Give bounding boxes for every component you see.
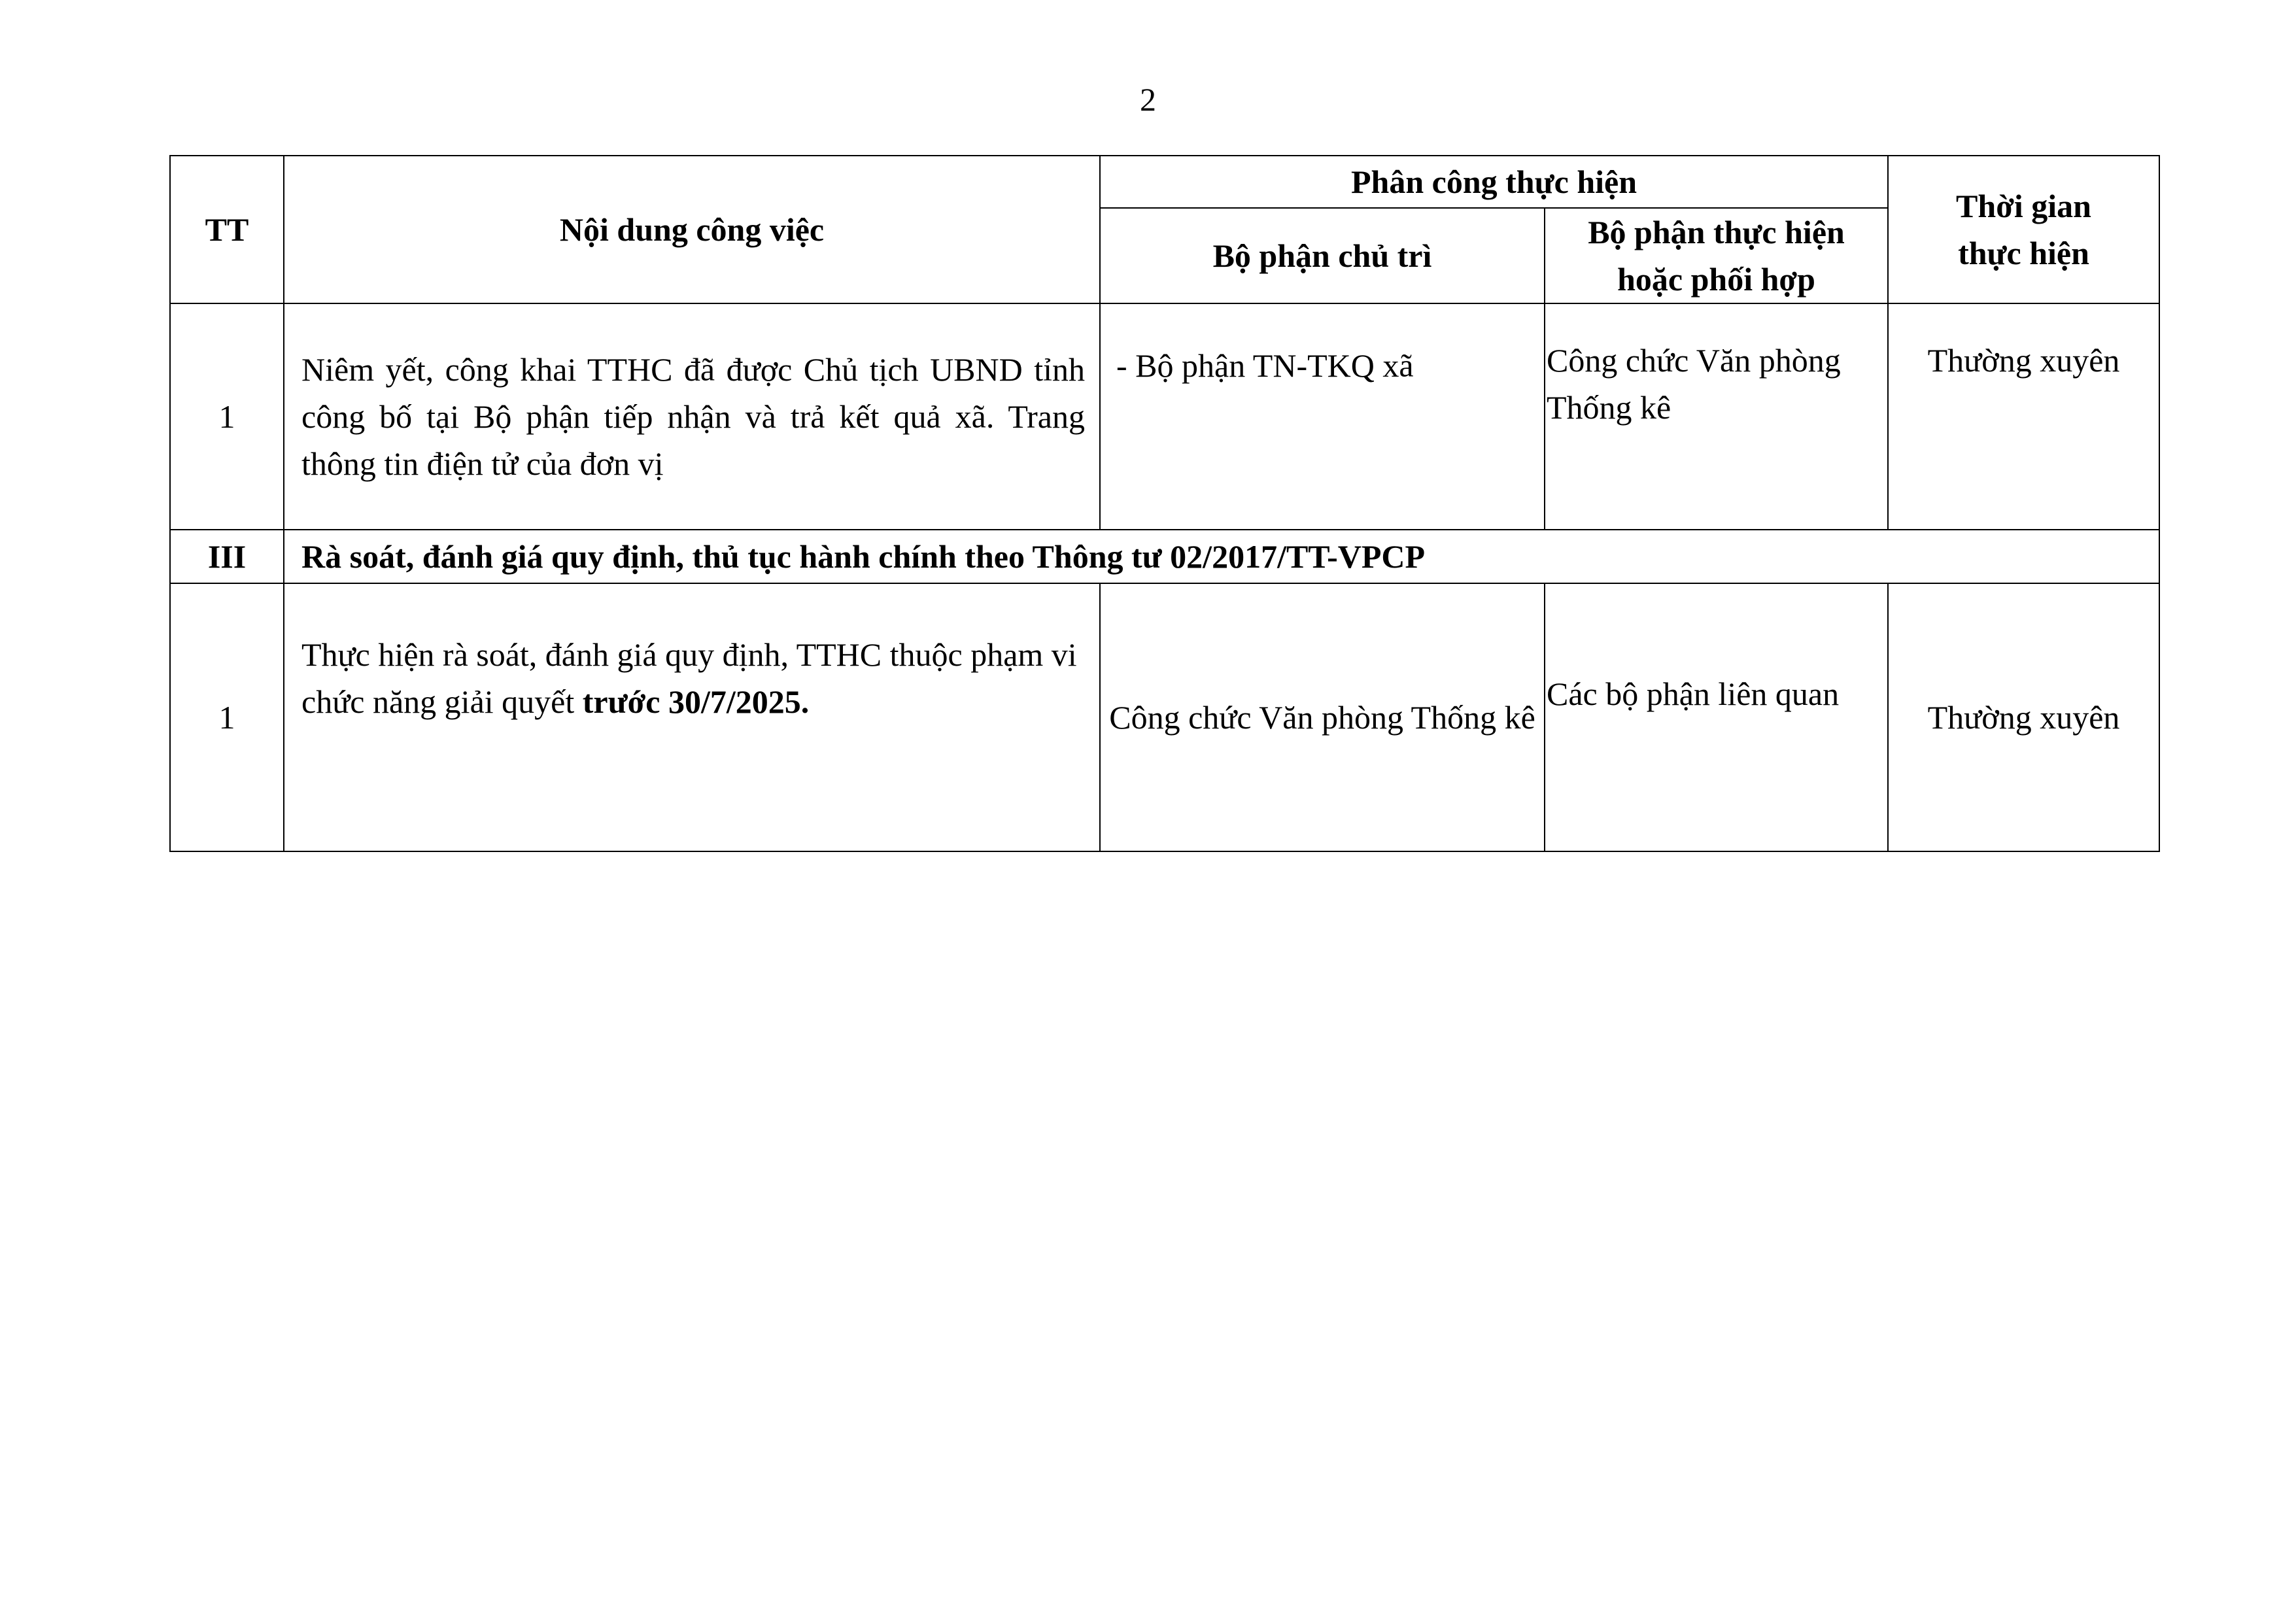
section-row (170, 530, 2159, 583)
row-content (284, 583, 1100, 851)
table-row (170, 303, 2159, 530)
row-coop-unit: Công chức Văn phòng Thống kê (1545, 303, 1888, 530)
header-tt: TT (170, 156, 284, 303)
section-title: Rà soát, đánh giá quy định, thủ tục hành chính theo Thông tư 02/2017/TT-VPCP (284, 530, 2159, 583)
page-number: 2 (1140, 81, 1156, 118)
row-time: Thường xuyên (1888, 303, 2159, 530)
row-coop-unit: Các bộ phận liên quan (1545, 583, 1888, 851)
header-content: Nội dung công việc (284, 156, 1100, 303)
section-number: III (170, 530, 284, 583)
header-coop (1545, 208, 1888, 303)
work-plan-table (169, 155, 2160, 852)
header-row-top (170, 156, 2159, 208)
header-coop-line1: Bộ phận thực hiện (1588, 214, 1845, 250)
row-tt: 1 (170, 303, 284, 530)
row-time: Thường xuyên (1888, 583, 2159, 851)
row-tt: 1 (170, 583, 284, 851)
header-time-line2: thực hiện (1958, 235, 2089, 271)
row-content-text: Thực hiện rà soát, đánh giá quy định, TTHC thuộc phạm vi chức năng giải quyết (301, 636, 1077, 720)
header-time (1888, 156, 2159, 303)
row-content: Niêm yết, công khai TTHC đã được Chủ tịch UBND tỉnh công bố tại Bộ phận tiếp nhận và trả kết quả xã. Trang thông tin điện tử của đơn vị (284, 303, 1100, 530)
table-row (170, 583, 2159, 851)
row-content-deadline: trước 30/7/2025. (582, 683, 810, 720)
header-lead: Bộ phận chủ trì (1100, 208, 1545, 303)
header-time-line1: Thời gian (1956, 188, 2091, 224)
header-coop-line2: hoặc phối hợp (1617, 261, 1815, 298)
header-assignment: Phân công thực hiện (1100, 156, 1888, 208)
row-lead-unit: Công chức Văn phòng Thống kê (1100, 583, 1545, 851)
row-lead-unit: - Bộ phận TN-TKQ xã (1100, 303, 1545, 530)
